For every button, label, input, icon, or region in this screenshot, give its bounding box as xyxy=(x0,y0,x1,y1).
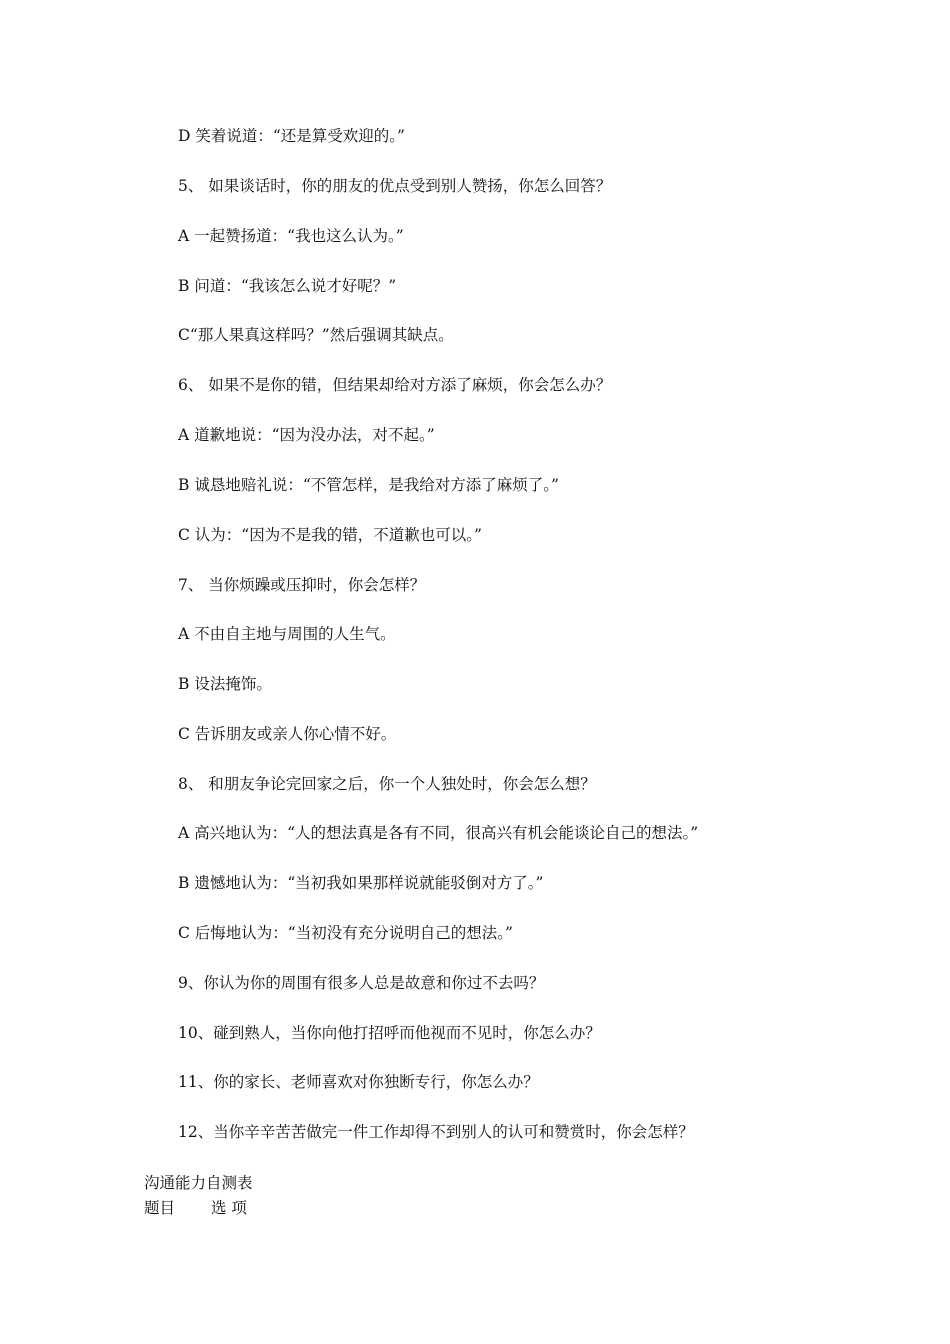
option-6b: B 诚恳地赔礼说：“不管怎样，是我给对方添了麻烦了。” xyxy=(178,476,559,494)
question-5: 5、 如果谈话时，你的朋友的优点受到别人赞扬，你怎么回答？ xyxy=(178,177,612,195)
column-options: 选 项 xyxy=(211,1199,247,1217)
question-12: 12、当你辛辛苦苦做完一件工作却得不到别人的认可和赞赏时，你会怎样？ xyxy=(178,1123,694,1141)
question-8: 8、 和朋友争论完回家之后，你一个人独处时，你会怎么想？ xyxy=(178,775,596,793)
option-8b: B 遗憾地认为：“当初我如果那样说就能驳倒对方了。” xyxy=(178,874,544,892)
option-8a: A 高兴地认为：“人的想法真是各有不同，很高兴有机会能谈论自己的想法。” xyxy=(178,824,699,842)
question-9: 9、你认为你的周围有很多人总是故意和你过不去吗？ xyxy=(178,974,545,992)
option-4d: D 笑着说道：“还是算受欢迎的。” xyxy=(178,127,405,145)
option-7a: A 不由自主地与周围的人生气。 xyxy=(178,625,396,643)
question-10: 10、碰到熟人，当你向他打招呼而他视而不见时，你怎么办？ xyxy=(178,1024,601,1042)
question-6: 6、 如果不是你的错，但结果却给对方添了麻烦，你会怎么办？ xyxy=(178,376,612,394)
option-6c: C 认为：“因为不是我的错，不道歉也可以。” xyxy=(178,526,482,544)
table-header xyxy=(144,1198,247,1218)
table-title: 沟通能力自测表 xyxy=(144,1174,253,1192)
option-6a: A 道歉地说：“因为没办法，对不起。” xyxy=(178,426,435,444)
option-5c: C“那人果真这样吗？”然后强调其缺点。 xyxy=(178,326,454,344)
option-8c: C 后悔地认为：“当初没有充分说明自己的想法。” xyxy=(178,924,513,942)
question-7: 7、 当你烦躁或压抑时，你会怎样？ xyxy=(178,576,426,594)
column-topic: 题目 xyxy=(144,1199,176,1217)
question-11: 11、你的家长、老师喜欢对你独断专行，你怎么办？ xyxy=(178,1073,539,1091)
option-5a: A 一起赞扬道：“我也这么认为。” xyxy=(178,227,404,245)
option-7b: B 设法掩饰。 xyxy=(178,675,272,693)
option-7c: C 告诉朋友或亲人你心情不好。 xyxy=(178,725,397,743)
option-5b: B 问道：“我该怎么说才好呢？” xyxy=(178,277,397,295)
